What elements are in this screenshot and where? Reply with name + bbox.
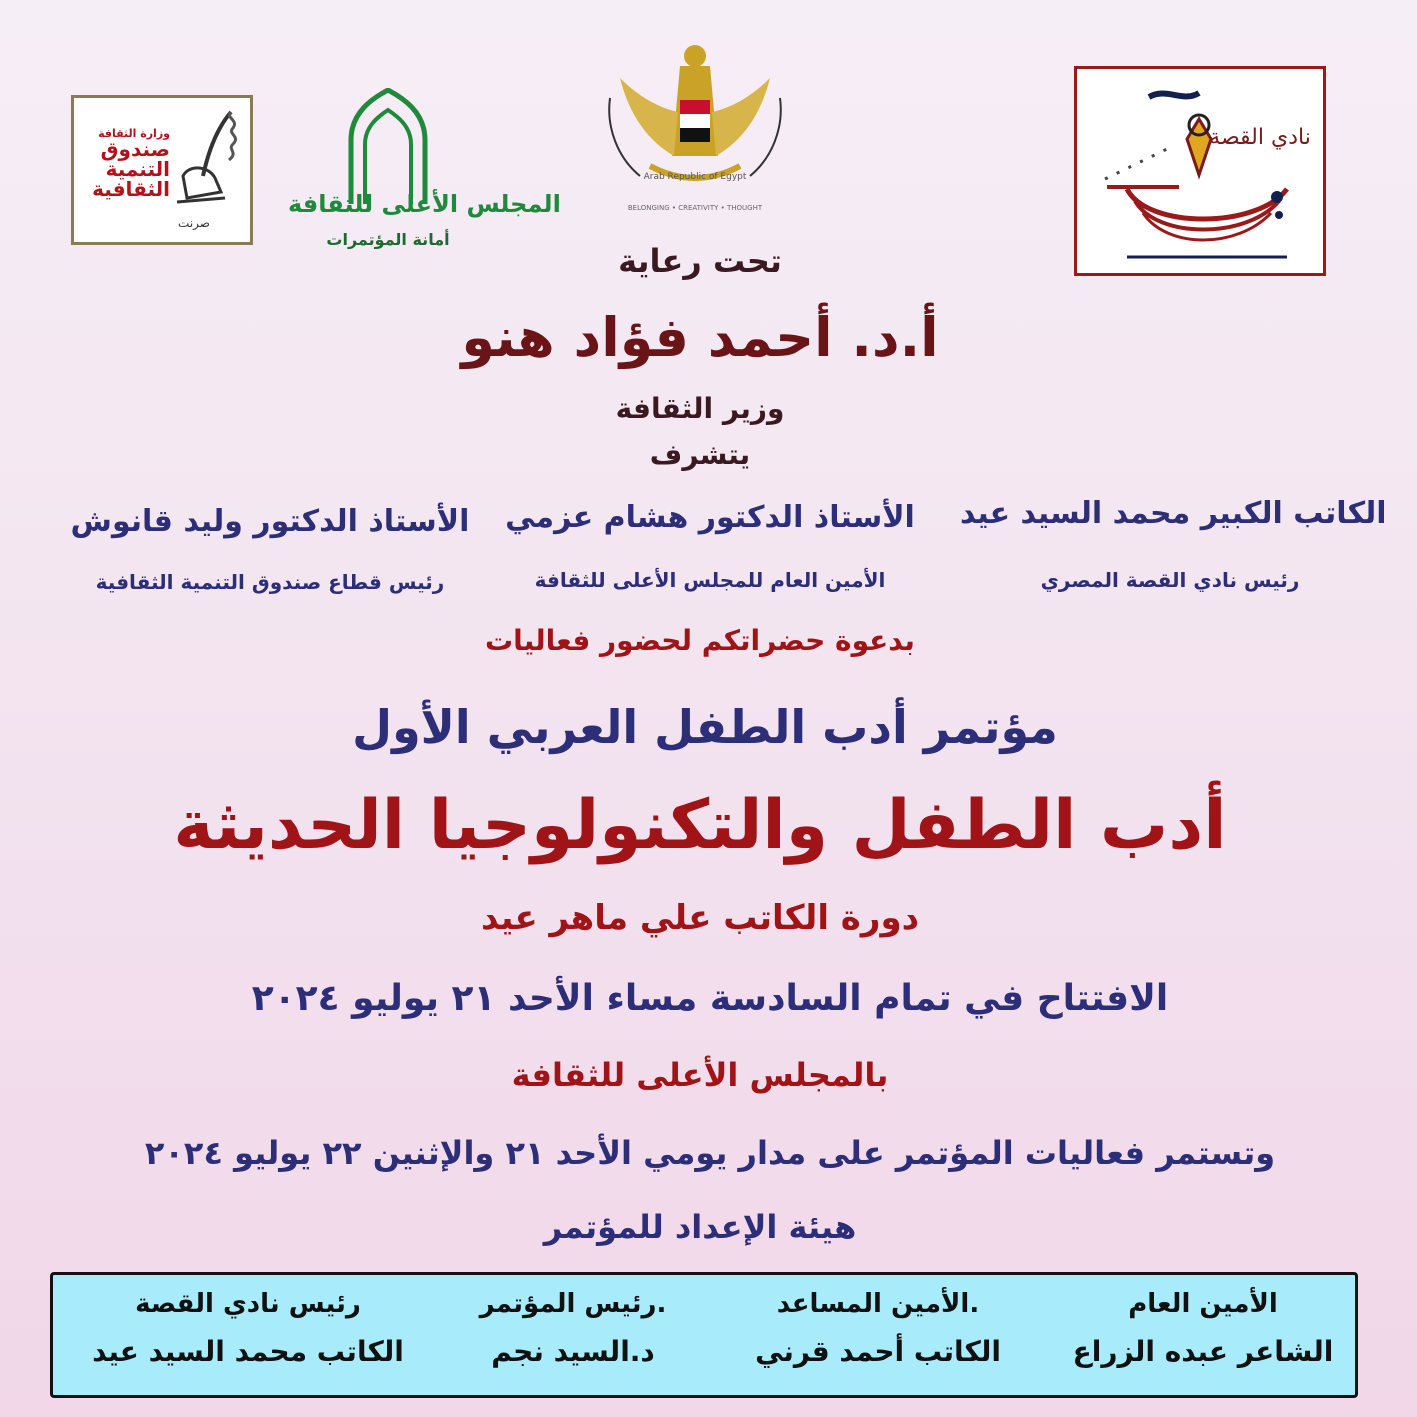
- venue-text: بالمجلس الأعلى للثقافة: [511, 1056, 889, 1094]
- minister-title: وزير الثقافة: [615, 392, 785, 425]
- host-3-name: الأستاذ الدكتور وليد قانوش: [70, 504, 470, 539]
- invitation-text: بدعوة حضراتكم لحضور فعاليات: [485, 624, 915, 657]
- supreme-council-logo: [288, 88, 561, 260]
- conference-theme: أدب الطفل والتكنولوجيا الحديثة: [173, 786, 1227, 865]
- committee-name: د.السيد نجم: [491, 1335, 655, 1368]
- committee-role: الأمين العام: [1128, 1289, 1278, 1319]
- fund-name-line2: التنمية: [105, 157, 170, 181]
- arch-icon: [343, 88, 433, 206]
- egypt-culture-emblem: [600, 38, 790, 228]
- committee-role: رئيس المؤتمر.: [479, 1289, 667, 1319]
- host-3-title: رئيس قطاع صندوق التنمية الثقافية: [95, 570, 445, 594]
- committee-name: الشاعر عبده الزراع: [1072, 1335, 1334, 1368]
- committee-role: رئيس نادي القصة: [135, 1289, 361, 1319]
- committee-member: [443, 1275, 703, 1395]
- fund-name-line3: الثقافية: [92, 177, 170, 201]
- host-1-name: الكاتب الكبير محمد السيد عيد: [960, 496, 1387, 531]
- honored-label: يتشرف: [649, 438, 751, 471]
- committee-panel: [50, 1272, 1358, 1398]
- committee-name: الكاتب أحمد قرني: [755, 1335, 1001, 1368]
- fund-name-line1: صندوق: [100, 137, 170, 161]
- host-2-title: الأمين العام للمجلس الأعلى للثقافة: [534, 568, 886, 592]
- quill-arcs-icon: [1087, 79, 1313, 265]
- emblem-motto: BELONGING • CREATIVITY • THOUGHT: [627, 204, 763, 212]
- cultural-development-fund-logo: [71, 95, 253, 245]
- session-name: دورة الكاتب علي ماهر عيد: [480, 898, 920, 938]
- patronage-label: تحت رعاية: [618, 242, 782, 280]
- committee-member: [53, 1275, 443, 1395]
- opening-details: الافتتاح في تمام السادسة مساء الأحد ٢١ يوليو ٢٠٢٤: [251, 978, 1169, 1019]
- story-club-logo: [1074, 66, 1326, 276]
- committee-name: الكاتب محمد السيد عيد: [92, 1335, 404, 1368]
- conference-title: مؤتمر أدب الطفل العربي الأول: [352, 700, 1058, 754]
- fund-ministry-label: وزارة الثقافة: [98, 127, 170, 140]
- emblem-caption: Arab Republic of Egypt: [643, 172, 747, 182]
- council-name: المجلس الأعلى للثقافة: [288, 190, 561, 218]
- story-club-name: نادي القصة: [1209, 125, 1311, 150]
- fund-mark-text: صرنت: [178, 216, 210, 230]
- committee-label: هيئة الإعداد للمؤتمر: [543, 1208, 857, 1246]
- committee-member: [703, 1275, 1053, 1395]
- committee-member: [1053, 1275, 1353, 1395]
- host-1-title: رئيس نادي القصة المصري: [1040, 568, 1300, 592]
- council-subtitle: أمانة المؤتمرات: [326, 230, 450, 249]
- host-2-name: الأستاذ الدكتور هشام عزمي: [505, 500, 915, 535]
- pen-hand-icon: [169, 106, 249, 224]
- committee-role: الأمين المساعد.: [776, 1289, 980, 1319]
- continuation-text: وتستمر فعاليات المؤتمر على مدار يومي الأحد ٢١ والإثنين ٢٢ يوليو ٢٠٢٤: [144, 1134, 1276, 1172]
- minister-name: أ.د. أحمد فؤاد هنو: [461, 306, 939, 369]
